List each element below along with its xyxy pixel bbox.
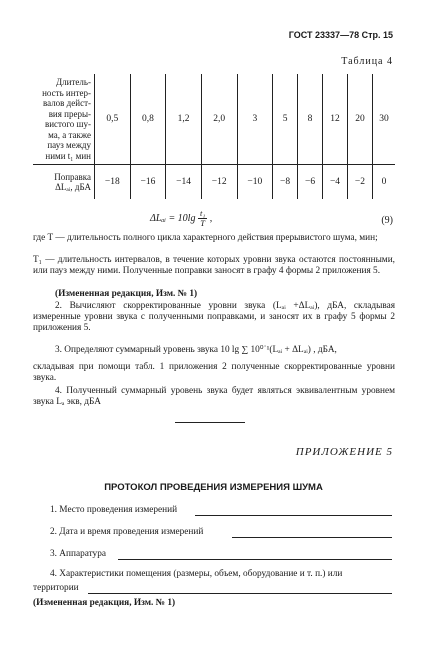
row-label-correction xyxy=(33,165,95,200)
formula-9 xyxy=(150,209,212,228)
table-cell: −2 xyxy=(347,165,372,200)
table-cell: 2,0 xyxy=(201,74,237,165)
table-cell: −14 xyxy=(166,165,202,200)
row1-line: вия преры- xyxy=(48,108,91,119)
table-cell: 0,5 xyxy=(95,74,131,165)
revision-note: (Измененная редакция, Изм. № 1) xyxy=(55,289,198,299)
table-cell: −8 xyxy=(273,165,298,200)
equation-number: (9) xyxy=(381,215,393,226)
field-territory-line[interactable] xyxy=(88,593,392,594)
row1-line: ними t₁ мин xyxy=(45,150,91,161)
formula-tail: , xyxy=(209,212,213,224)
table-row-correction xyxy=(33,165,395,200)
table-cell: 30 xyxy=(372,74,395,165)
table-cell: 12 xyxy=(323,74,348,165)
table-cell: −10 xyxy=(237,165,273,200)
table-cell: −18 xyxy=(95,165,131,200)
paragraph-t1: T₁ — длительность интервалов, в течение которых уровни звука остаются постоянными, или пауз между ними. Полученные поправки заносят в графу 4 формы 2 приложения 5. xyxy=(33,255,395,276)
footer-revision-note: (Измененная редакция, Изм. № 1) xyxy=(33,598,176,608)
field-datetime-label: 2. Дата и время проведения измерений xyxy=(50,527,204,537)
formula-fraction xyxy=(198,209,207,228)
table-caption: Таблица 4 xyxy=(341,56,393,67)
section-divider xyxy=(175,422,245,423)
formula-numerator: t₁ xyxy=(199,208,206,218)
table-cell: 3 xyxy=(237,74,273,165)
paragraph-step-3: 3. Определяют суммарный уровень звука 10 lg ∑ 10⁰˙¹(Lₐᵢ + ΔLₐᵢ) , дБА, xyxy=(55,345,337,355)
table-cell: −16 xyxy=(130,165,166,200)
page-header: ГОСТ 23337—78 Стр. 15 xyxy=(288,30,393,40)
table-cell: 0,8 xyxy=(130,74,166,165)
protocol-title: ПРОТОКОЛ ПРОВЕДЕНИЯ ИЗМЕРЕНИЯ ШУМА xyxy=(104,482,323,493)
row1-line: ность интер- xyxy=(42,87,91,98)
table-cell: 20 xyxy=(347,74,372,165)
appendix-title: ПРИЛОЖЕНИЕ 5 xyxy=(295,446,393,458)
table-cell: −4 xyxy=(323,165,348,200)
paragraph-step-3-cont: складывая при помощи табл. 1 приложения 2 полученные скорректированные уровни звука. xyxy=(33,362,395,383)
table-cell: 8 xyxy=(298,74,323,165)
paragraph-step-4: 4. Полученный суммарный уровень звука будет являться эквивалентным уровнем звука Lₐ экв, дБА xyxy=(33,386,395,407)
row1-line: Длитель- xyxy=(56,77,91,87)
row1-line: пауз между xyxy=(47,140,91,150)
table-cell: 0 xyxy=(372,165,395,200)
paragraph-where-t: где T — длительность полного цикла характерного действия прерывистого шума, мин; xyxy=(33,233,378,243)
row2-line: ΔLₐᵢ, дБА xyxy=(55,182,91,192)
table-row-intervals xyxy=(33,74,395,165)
field-territory-label: территории xyxy=(33,583,79,593)
field-equipment-label: 3. Аппаратура xyxy=(50,549,106,559)
field-location-label: 1. Место проведения измерений xyxy=(50,505,178,515)
row1-line: валов дейст- xyxy=(42,98,91,108)
field-location-line[interactable] xyxy=(195,515,392,516)
table-cell: 1,2 xyxy=(166,74,202,165)
row2-line: Поправка xyxy=(54,171,91,182)
formula-denominator: T xyxy=(200,218,205,228)
formula-lhs: ΔLₐᵢ = 10lg xyxy=(150,212,196,224)
row-label-intervals xyxy=(33,74,95,165)
table-cell: −6 xyxy=(298,165,323,200)
field-datetime-line[interactable] xyxy=(232,537,392,538)
table-4 xyxy=(33,74,395,199)
field-room-label: 4. Характеристики помещения (размеры, объем, оборудование и т. п.) или xyxy=(50,569,343,579)
row1-line: ма, а также xyxy=(48,129,91,140)
field-equipment-line[interactable] xyxy=(118,559,392,560)
row1-line: вистого шу- xyxy=(44,119,91,129)
paragraph-step-2: 2. Вычисляют скорректированные уровни звука (Lₐᵢ +ΔLₐᵢ), дБА, складывая измеренные уровни звука с полученными поправками, и заносят их в графу 5 формы 2 приложения 5. xyxy=(33,301,395,333)
table-cell: 5 xyxy=(273,74,298,165)
table-cell: −12 xyxy=(201,165,237,200)
